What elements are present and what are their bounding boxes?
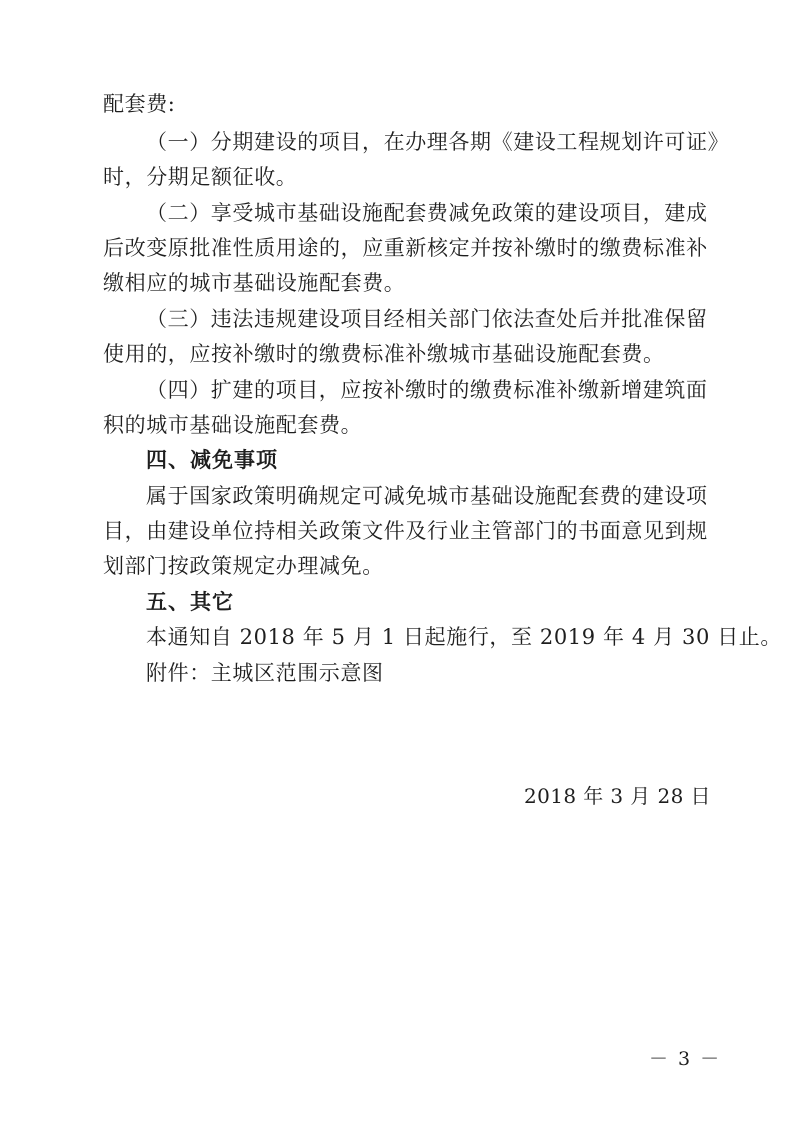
page-number: － 3 － [649,1048,722,1070]
text-line: （四）扩建的项目，应按补缴时的缴费标准补缴新增建筑面 [146,378,708,402]
text-line: （二）享受城市基础设施配套费减免政策的建设项目，建成 [146,201,708,225]
text-line: 本通知自 2018 年 5 月 1 日起施行，至 2019 年 4 月 30 日止。 [146,625,782,649]
text-line: 积的城市基础设施配套费。 [103,413,363,437]
text-line: 后改变原批准性质用途的，应重新核定并按补缴时的缴费标准补 [103,236,708,260]
text-line: 目，由建设单位持相关政策文件及行业主管部门的书面意见到规 [103,519,708,543]
text-line: 时，分期足额征收。 [103,165,298,189]
text-line: 缴相应的城市基础设施配套费。 [103,271,406,295]
text-line: 划部门按政策规定办理减免。 [103,554,384,578]
section-heading: 五、其它 [146,590,234,614]
text-line: 属于国家政策明确规定可减免城市基础设施配套费的建设项 [146,484,708,508]
text-line: （一）分期建设的项目，在办理各期《建设工程规划许可证》 [146,130,730,154]
text-line: 使用的，应按补缴时的缴费标准补缴城市基础设施配套费。 [103,342,665,366]
section-heading: 四、减免事项 [146,448,278,472]
text-line: （三）违法违规建设项目经相关部门依法查处后并批准保留 [146,307,708,331]
attachment-line: 附件：主城区范围示意图 [146,661,384,685]
text-line: 配套费: [103,92,176,116]
issue-date: 2018 年 3 月 28 日 [524,784,711,808]
